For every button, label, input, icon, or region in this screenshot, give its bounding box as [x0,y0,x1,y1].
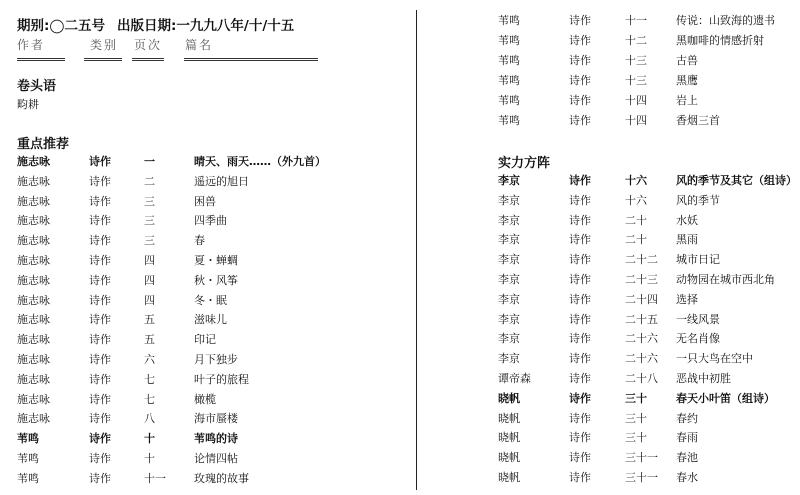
foreword-author: 畇耕 [17,98,39,111]
toc-page: 七 [144,372,155,386]
toc-row [420,172,800,192]
toc-title: 困兽 [194,194,216,208]
toc-page: 二十五 [625,312,658,326]
toc-row [0,292,415,312]
toc-title: 海市蜃楼 [194,412,238,426]
toc-page: 二十六 [625,332,658,346]
toc-title: 春池 [676,451,698,465]
toc-author: 李京 [498,273,520,286]
toc-title: 秋・风筝 [194,273,238,287]
header-rule-author [17,58,65,61]
toc-title: 橄榄 [194,392,216,406]
toc-page: 五 [144,313,155,327]
toc-author: 施志咏 [17,353,50,366]
toc-type: 诗作 [89,293,111,307]
toc-title: 黑雨 [676,233,698,247]
toc-row [420,350,800,370]
toc-author: 谭帝森 [498,372,531,385]
toc-row [420,32,800,52]
date-value: 一九九八年/十/十五 [176,18,295,34]
toc-row [0,311,415,331]
toc-title: 传说：山致海的遗书 [676,14,775,27]
toc-row [0,232,415,252]
toc-title: 动物园在城市西北角 [676,273,775,286]
toc-title: 香烟三首 [676,114,720,127]
toc-author: 苇鸣 [498,94,520,107]
toc-page: 二十八 [625,372,658,385]
toc-author: 施志咏 [17,273,50,287]
toc-author: 苇鸣 [498,54,520,67]
toc-page: 二 [144,174,155,188]
toc-author: 苇鸣 [498,74,520,87]
toc-page: 十 [144,432,155,446]
toc-title: 四季曲 [194,214,227,228]
toc-row [420,112,800,132]
toc-author: 李京 [498,312,520,326]
toc-row [0,272,415,292]
toc-title: 春水 [676,471,698,484]
toc-page: 三 [144,214,155,228]
issue-value: ◯二五号 [49,18,106,34]
toc-type: 诗作 [569,74,591,87]
toc-type: 诗作 [89,174,111,188]
toc-page: 二十 [625,213,647,227]
toc-type: 诗作 [89,471,111,485]
toc-author: 李京 [498,213,520,227]
toc-author: 苇鸣 [498,34,520,47]
toc-type: 诗作 [569,292,591,306]
toc-title: 春 [194,234,205,248]
toc-type: 诗作 [89,353,111,366]
toc-title: 一只大鸟在空中 [676,352,753,366]
toc-page: 十四 [625,114,647,127]
toc-page: 六 [144,353,155,366]
toc-type: 诗作 [569,332,591,346]
toc-title: 无名肖像 [676,332,720,346]
toc-page: 十三 [625,54,647,67]
toc-title: 黑咖啡的情感折射 [676,34,764,47]
toc-row [420,291,800,311]
toc-page: 十二 [625,34,647,47]
issue-label: 期别: [17,18,50,34]
toc-row [0,371,415,391]
toc-author: 施志咏 [17,234,50,248]
toc-author: 晓帆 [498,451,520,465]
toc-page: 十三 [625,74,647,87]
toc-page: 四 [144,273,155,287]
toc-author: 施志咏 [17,333,50,347]
toc-row [420,72,800,92]
toc-author: 施志咏 [17,214,50,228]
toc-type: 诗作 [89,234,111,248]
toc-title: 水妖 [676,213,698,227]
toc-type: 诗作 [89,273,111,287]
toc-title: 黑鹰 [676,74,698,87]
toc-author: 李京 [498,193,520,207]
toc-type: 诗作 [569,14,591,27]
toc-row [420,192,800,212]
toc-row [420,92,800,112]
toc-type: 诗作 [89,412,111,426]
toc-type: 诗作 [569,431,591,445]
toc-row [0,173,415,193]
toc-row [420,449,800,469]
toc-title: 风的季节 [676,193,720,207]
toc-title: 印记 [194,333,216,347]
toc-author: 苇鸣 [17,452,39,465]
column-header-type: 类别 [90,38,119,52]
toc-row [0,391,415,411]
column-divider [416,10,417,490]
toc-type: 诗作 [569,391,591,405]
toc-title: 选择 [676,292,698,306]
toc-author: 李京 [498,292,520,306]
toc-row [0,193,415,213]
toc-page: 十一 [144,471,166,485]
toc-author: 施志咏 [17,194,50,208]
toc-type: 诗作 [89,194,111,208]
toc-title: 论情四帖 [194,452,238,465]
toc-title: 恶战中初胜 [676,372,731,385]
toc-type: 诗作 [89,333,111,347]
toc-row [0,470,415,490]
toc-author: 李京 [498,174,520,187]
section-featured-title: 重点推荐 [17,137,70,152]
toc-author: 施志咏 [17,313,50,327]
section-strength-title: 实力方阵 [498,156,551,171]
toc-page: 三 [144,194,155,208]
toc-type: 诗作 [569,352,591,366]
toc-title: 玫瑰的故事 [194,471,249,485]
toc-title: 城市日记 [676,253,720,267]
toc-page: 五 [144,333,155,347]
toc-type: 诗作 [569,94,591,107]
toc-author: 晓帆 [498,431,520,445]
toc-row [420,271,800,291]
toc-author: 施志咏 [17,293,50,307]
toc-type: 诗作 [569,193,591,207]
toc-row [420,370,800,390]
toc-title: 春雨 [676,431,698,445]
toc-type: 诗作 [569,174,591,187]
toc-type: 诗作 [569,34,591,47]
toc-title: 春天小叶笛（组诗） [676,391,775,405]
toc-author: 施志咏 [17,174,50,188]
toc-row [420,330,800,350]
toc-row [0,252,415,272]
toc-page: 三十 [625,431,647,445]
toc-row [0,331,415,351]
toc-page: 十六 [625,174,647,187]
toc-author: 施志咏 [17,412,50,426]
toc-title: 晴天、雨天……（外九首） [194,155,326,168]
date-label: 出版日期: [117,18,177,34]
toc-type: 诗作 [569,471,591,484]
toc-title: 月下独步 [194,353,238,366]
toc-page: 七 [144,392,155,406]
toc-type: 诗作 [569,253,591,267]
toc-title: 春约 [676,411,698,425]
toc-type: 诗作 [569,372,591,385]
toc-page: 十一 [625,14,647,27]
toc-author: 苇鸣 [498,14,520,27]
toc-title: 岩上 [676,94,698,107]
toc-title: 夏・蝉蜩 [194,254,238,267]
toc-type: 诗作 [89,392,111,406]
toc-page: 三十 [625,411,647,425]
header-rule-title [184,58,318,61]
toc-title: 古兽 [676,54,698,67]
toc-type: 诗作 [569,233,591,247]
toc-type: 诗作 [89,372,111,386]
toc-row [420,12,800,32]
toc-type: 诗作 [569,213,591,227]
toc-type: 诗作 [569,54,591,67]
toc-type: 诗作 [89,432,111,446]
toc-page: 三十 [625,391,647,405]
toc-page: 二十 [625,233,647,247]
toc-title: 叶子的旅程 [194,372,249,386]
toc-row [420,212,800,232]
toc-author: 李京 [498,233,520,247]
issue-header [17,14,294,34]
toc-author: 李京 [498,332,520,346]
toc-row [0,410,415,430]
toc-author: 李京 [498,352,520,366]
toc-page: 十六 [625,193,647,207]
toc-row [420,429,800,449]
toc-page: 四 [144,254,155,267]
toc-title: 遥远的旭日 [194,174,249,188]
toc-row [420,410,800,430]
toc-page: 三十一 [625,451,658,465]
header-rule-type [84,58,122,61]
column-header-author: 作者 [17,38,46,52]
toc-author: 施志咏 [17,372,50,386]
toc-row [420,52,800,72]
toc-author: 晓帆 [498,391,520,405]
toc-title: 苇鸣的诗 [194,432,238,446]
toc-row [420,251,800,271]
toc-author: 施志咏 [17,254,50,267]
toc-page: 二十二 [625,253,658,267]
toc-title: 一线风景 [676,312,720,326]
toc-type: 诗作 [89,155,111,168]
toc-row [420,469,800,489]
toc-type: 诗作 [569,114,591,127]
toc-type: 诗作 [569,411,591,425]
toc-row [420,231,800,251]
toc-author: 苇鸣 [17,471,39,485]
toc-type: 诗作 [569,312,591,326]
toc-row [0,430,415,450]
toc-row [420,390,800,410]
toc-title: 滋味儿 [194,313,227,327]
toc-title: 风的季节及其它（组诗） [676,174,797,187]
toc-type: 诗作 [89,214,111,228]
toc-type: 诗作 [89,452,111,465]
toc-page: 十四 [625,94,647,107]
toc-row [420,311,800,331]
toc-author: 晓帆 [498,471,520,484]
toc-type: 诗作 [569,451,591,465]
section-foreword-title: 卷头语 [17,79,57,94]
toc-page: 二十六 [625,352,658,366]
column-header-title: 篇名 [185,38,214,52]
toc-page: 十 [144,452,155,465]
toc-row [0,351,415,371]
toc-page: 三 [144,234,155,248]
toc-type: 诗作 [89,313,111,327]
toc-type: 诗作 [89,254,111,267]
toc-author: 李京 [498,253,520,267]
toc-page: 二十三 [625,273,658,286]
toc-row [0,153,415,173]
header-rule-page [132,58,164,61]
toc-author: 晓帆 [498,411,520,425]
toc-page: 三十一 [625,471,658,484]
toc-page: 四 [144,293,155,307]
toc-row [0,450,415,470]
toc-row [0,212,415,232]
toc-author: 苇鸣 [498,114,520,127]
toc-type: 诗作 [569,273,591,286]
toc-title: 冬・眠 [194,293,227,307]
toc-page: 二十四 [625,292,658,306]
toc-author: 施志咏 [17,392,50,406]
toc-author: 苇鸣 [17,432,39,446]
column-header-page: 页次 [134,38,163,52]
toc-page: 一 [144,155,155,168]
toc-page: 八 [144,412,155,426]
toc-author: 施志咏 [17,155,50,168]
